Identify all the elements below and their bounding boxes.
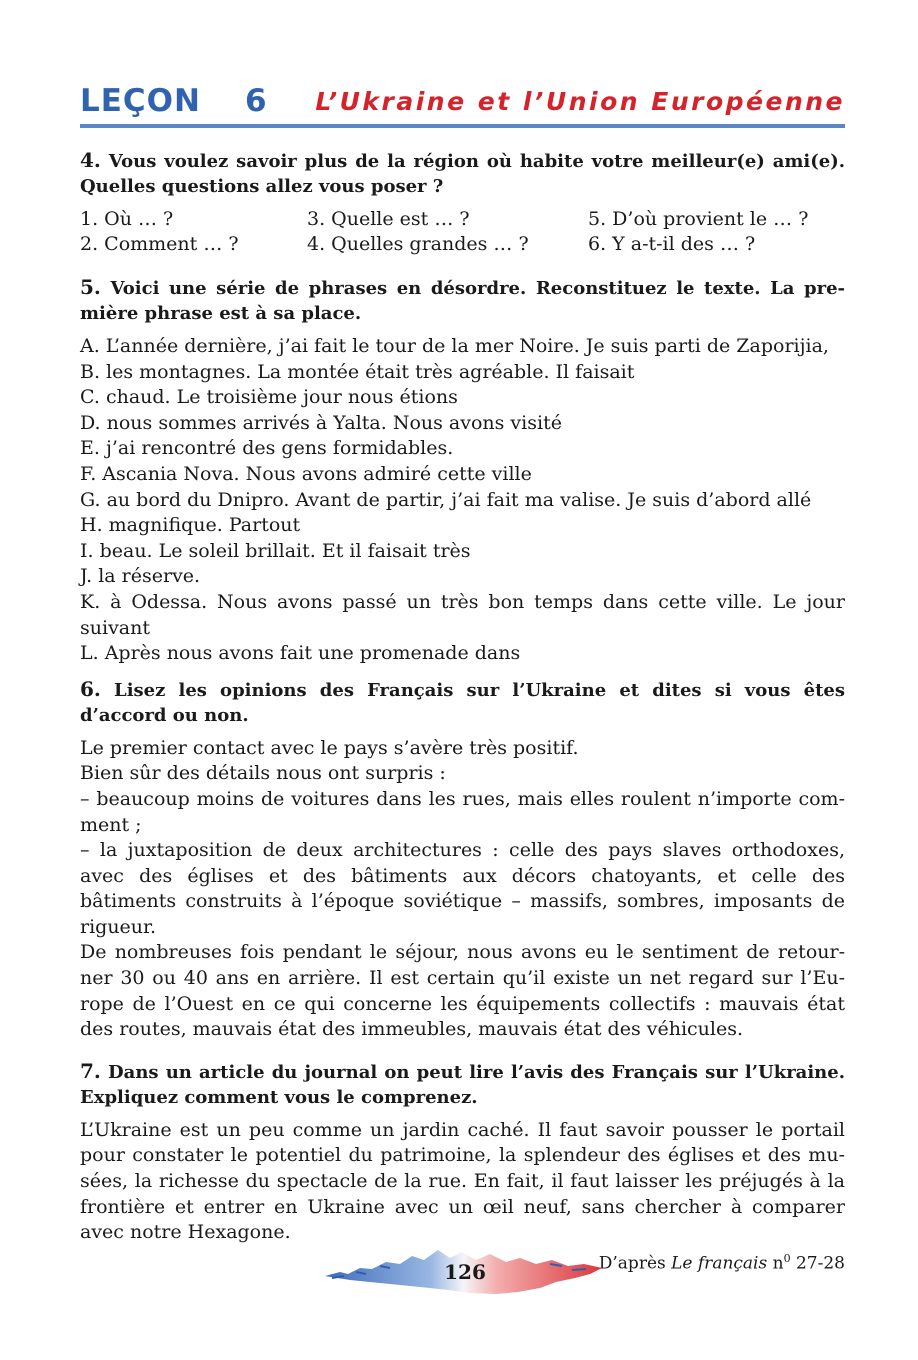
sentence-line: J. la réserve.: [80, 565, 201, 588]
sentence-list: [80, 334, 845, 667]
lesson-title: L’Ukraine et l’Union Européenne: [315, 87, 845, 116]
sentence-line: H. magnifique. Partout: [80, 514, 301, 537]
exercise-6-instruction: [80, 677, 845, 728]
exercise-6: [80, 677, 845, 1043]
exercise-5-text: Voici une série de phrases en désordre. Reconstituez le texte. La pre-mière phrase est à sa place.: [80, 278, 845, 324]
opinion-paragraph: – la juxtaposition de deux architectures : celle des pays slaves orthodoxes, avec des églises et des bâtiments aux décors chatoyants, et celle des bâtiments construits à l’époque soviétique – massifs, sombres, imposants de rigueur.: [80, 839, 845, 938]
opinion-paragraph: Le premier contact avec le pays s’avère très positif.: [80, 736, 579, 759]
sentence-line: E. j’ai rencontré des gens formidables.: [80, 437, 454, 460]
sentence-line: A. L’année dernière, j’ai fait le tour de la mer Noire. Je suis parti de Zaporijia,: [80, 335, 829, 357]
sentence-line: L. Après nous avons fait une promenade dans: [80, 642, 521, 665]
question-item: 3. Quelle est … ?: [307, 208, 470, 230]
exercise-4-number: 4.: [80, 148, 101, 172]
question-item: 6. Y a-t-il des … ?: [588, 233, 756, 255]
question-grid: [80, 207, 845, 257]
sentence-line: I. beau. Le soleil brillait. Et il faisait très: [80, 539, 471, 562]
exercise-7-number: 7.: [80, 1058, 101, 1083]
source-prefix: D’après: [598, 1253, 666, 1274]
question-item: 1. Où … ?: [80, 208, 174, 230]
sentence-line: F. Ascania Nova. Nous avons admiré cette ville: [80, 462, 532, 485]
sentence-line: K. à Odessa. Nous avons passé un très bon temps dans cette ville. Le jour suivant: [80, 590, 845, 639]
page-number: 126: [444, 1260, 486, 1284]
question-item: 2. Comment … ?: [80, 233, 239, 255]
lesson-number: 6: [244, 83, 268, 119]
exercise-4-instruction: [80, 148, 845, 199]
opinion-text: [80, 736, 845, 1043]
opinion-paragraph: – beaucoup moins de voitures dans les rues, mais elles roulent n’importe com-ment ;: [80, 787, 845, 836]
exercise-6-number: 6.: [80, 676, 101, 701]
sentence-line: B. les montagnes. La montée était très agréable. Il faisait: [80, 360, 635, 383]
exercise-4: [80, 148, 845, 257]
article-text: [80, 1118, 845, 1246]
sentence-line: D. nous sommes arrivés à Yalta. Nous avons visité: [80, 411, 562, 434]
lesson-label: [80, 82, 268, 120]
exercise-6-text: Lisez les opinions des Français sur l’Ukraine et dites si vous êtes d’accord ou non.: [80, 679, 845, 726]
page-footer: [320, 1238, 610, 1298]
lesson-header: [80, 82, 845, 122]
source-n: n: [772, 1253, 784, 1274]
exercise-4-text: Vous voulez savoir plus de la région où habite votre meilleur(e) ami(e). Quelles questions allez vous poser ?: [80, 151, 845, 197]
exercise-5-number: 5.: [80, 275, 101, 299]
article-paragraph: L’Ukraine est un peu comme un jardin caché. Il faut savoir pousser le portail pour constater le potentiel du patrimoine, la splendeur des églises et des mu-sées, la richesse du spectacle de la rue. En fait, il faut laisser les préjugés à la frontière et entrer en Ukraine avec un œil neuf, sans chercher à comparer avec notre Hexagone.: [80, 1118, 845, 1244]
sentence-line: C. chaud. Le troisième jour nous étions: [80, 386, 458, 409]
source-sup: 0: [783, 1251, 791, 1265]
opinion-paragraph: De nombreuses fois pendant le séjour, nous avons eu le sentiment de retour-ner 30 ou 40 ans en arrière. Il est certain qu’il existe un net regard sur l’Eu-rope de l’Ouest en ce qui concerne les équipements collectifs : mauvais état des routes, mauvais état des immeubles, mauvais état des véhicules.: [80, 941, 845, 1041]
exercise-7-text: Dans un article du journal on peut lire l’avis des Français sur l’Ukraine. Expliquez comment vous le comprenez.: [80, 1061, 845, 1108]
sentence-line: G. au bord du Dnipro. Avant de partir, j’ai fait ma valise. Je suis d’abord allé: [80, 488, 812, 511]
exercise-5-instruction: [80, 275, 845, 326]
exercise-7-instruction: [80, 1059, 845, 1110]
question-item: 5. D’où provient le … ?: [588, 208, 809, 230]
header-rule: [80, 124, 845, 128]
source-title: Le français: [671, 1253, 768, 1274]
exercise-5: [80, 275, 845, 667]
question-item: 4. Quelles grandes … ?: [307, 233, 529, 255]
lesson-word: LEÇON: [80, 83, 201, 119]
source-issue: 27-28: [795, 1253, 845, 1274]
opinion-paragraph: Bien sûr des détails nous ont surpris :: [80, 762, 446, 785]
textbook-page: [80, 82, 845, 1273]
